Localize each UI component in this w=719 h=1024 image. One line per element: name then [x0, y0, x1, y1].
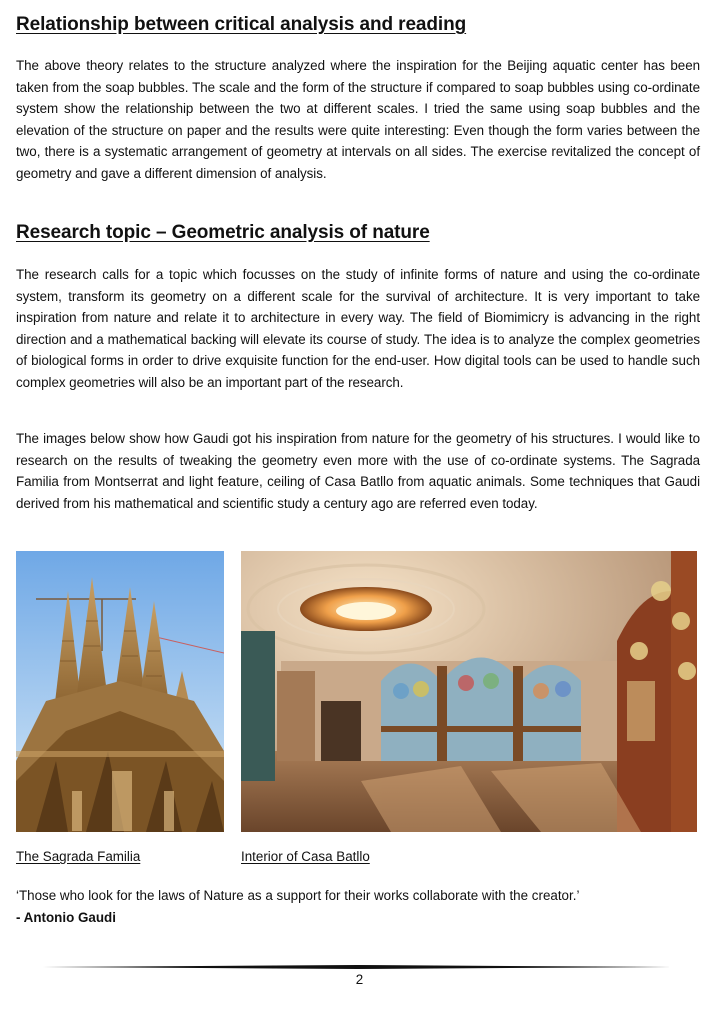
caption-casa-batllo: Interior of Casa Batllo: [241, 849, 370, 864]
sagrada-familia-photo: [16, 551, 224, 832]
gaudi-quote: [16, 885, 700, 928]
quote-author: - Antonio Gaudi: [16, 909, 116, 925]
caption-sagrada-familia: The Sagrada Familia: [16, 849, 141, 864]
paragraph-gaudi-inspiration: The images below show how Gaudi got his inspiration from nature for the geometry of his structures. I would like to research on the results of tweaking the geometry even more with the use of co-ordinate systems. The Sagrada Familia from Montserrat and light feature, ceiling of Casa Batllo from aquatic animals. Some techniques that Gaudi derived from his mathematical and scientific study a century ago are referred even today.: [16, 431, 700, 511]
footer-divider: [43, 965, 671, 969]
section-heading-critical-analysis: Relationship between critical analysis and reading: [16, 14, 467, 35]
paragraph-research-topic: The research calls for a topic which focusses on the study of infinite forms of nature and using the co-ordinate system, transform its geometry on a different scale for the survival of architecture. It is very important to take inspiration from nature and relate it to architecture in every way. The field of Biomimicry is advancing in the right direction and a mathematical backing will elevate its course of study. The idea is to analyze the complex geometries of biological forms in order to drive exquisite function for the end-user. How digital tools can be used to handle such complex geometries will also be an important part of the research.: [16, 267, 700, 390]
casa-batllo-photo: [241, 551, 697, 832]
section-heading-research-topic: Research topic – Geometric analysis of nature: [16, 222, 430, 243]
page-number: 2: [355, 972, 364, 987]
quote-text: ‘Those who look for the laws of Nature as a support for their works collaborate with the creator.’: [16, 888, 580, 903]
paragraph-critical-analysis: The above theory relates to the structure analyzed where the inspiration for the Beijing aquatic center has been taken from the soap bubbles. The scale and the form of the structure if compared to soap bubbles using co-ordinate system show the relationship between the two at different scales. I tried the same using soap bubbles and the elevation of the structure on paper and the results were quite interesting: Even though the form varies between the two, there is a systematic arrangement of geometry at intervals on all sides. The exercise revitalized the concept of geometry and gave a different dimension of analysis.: [16, 58, 700, 181]
